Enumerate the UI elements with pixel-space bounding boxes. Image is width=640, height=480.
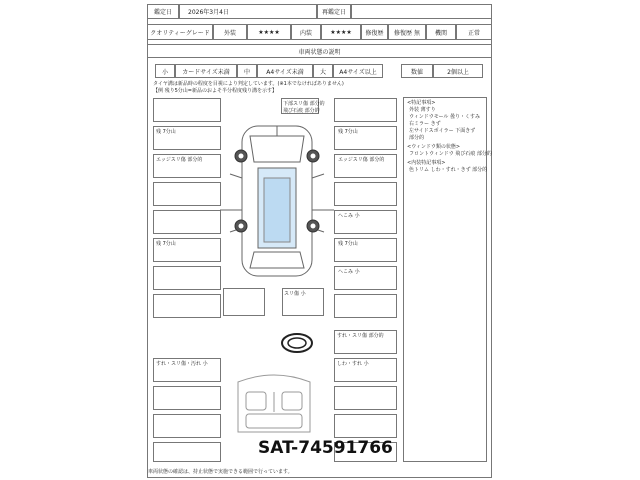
- inspect-date-label: 鑑定日: [147, 4, 179, 19]
- exterior-label: 外装: [213, 24, 247, 40]
- notes-line: 右ミラー きず: [409, 121, 441, 127]
- damage-label-steering: すれ・スリ傷 部分的: [337, 333, 384, 339]
- exterior-rating: ★★★★: [247, 24, 291, 40]
- repair-value: 修復歴 無: [388, 24, 426, 40]
- tire-right-rear: 残 7分山: [338, 241, 358, 247]
- photo-box: [334, 294, 397, 318]
- notes-line: 色トリム しわ・すれ・きず 部分的: [409, 167, 488, 173]
- legend-medium-desc: A4サイズ未満: [257, 64, 313, 78]
- legend-small: 小: [155, 64, 175, 78]
- photo-box: [334, 182, 397, 206]
- inspect-date-value: 2026年3月4日: [179, 4, 317, 19]
- reinspect-value: [351, 4, 492, 19]
- legend-large: 大: [313, 64, 333, 78]
- photo-box: [223, 288, 265, 316]
- photo-box: [153, 182, 221, 206]
- notes-heading-special: <特記事項>: [407, 100, 436, 106]
- legend-small-desc: カードサイズ未満: [175, 64, 237, 78]
- photo-box: [153, 98, 221, 122]
- section-title: 車両状態の説明: [147, 44, 492, 58]
- damage-label-right-edge: エッジスリ傷 部分的: [338, 157, 385, 163]
- notes-line: 部分的: [409, 135, 425, 141]
- tire-left-rear: 残 7分山: [156, 241, 176, 247]
- damage-label-front-lower: 下部スリ傷 部分的: [283, 101, 325, 107]
- count-value: 2個以上: [433, 64, 483, 78]
- interior-rating: ★★★★: [321, 24, 361, 40]
- legend-large-desc: A4サイズ以上: [333, 64, 383, 78]
- photo-box: [153, 386, 221, 410]
- tire-note-line1: タイヤ溝は新品時の程度を目視により判定しています。(※1本でなければありません): [153, 81, 344, 87]
- notes-heading-interior: <内装特記事項>: [407, 160, 446, 166]
- notes-line: ウィンドウモール 曇り・くすみ: [409, 114, 480, 120]
- engine-label: 機関: [426, 24, 456, 40]
- photo-box: [334, 386, 397, 410]
- tire-note-line2: 【例 残り5分山=新品のおよそ半分程度残り溝を示す】: [153, 88, 277, 94]
- photo-box: [153, 210, 221, 234]
- quality-label: クオリティーグレード: [147, 24, 213, 40]
- notes-heading-window: <ウィンドウ類の状態>: [407, 144, 461, 150]
- interior-seat-diagram: [228, 372, 320, 440]
- notes-line: 外装 薄すり: [409, 107, 436, 113]
- photo-box: [334, 414, 397, 438]
- photo-box: [153, 414, 221, 438]
- notes-line: フロントウィンドウ 飛び石痕 部分的: [409, 151, 492, 157]
- photo-box: [153, 294, 221, 318]
- legend-medium: 中: [237, 64, 257, 78]
- tire-left-front: 残 7分山: [156, 129, 176, 135]
- damage-label-rear: スリ傷 小: [284, 291, 306, 297]
- damage-label-right-dent: へこみ 小: [338, 213, 360, 219]
- car-top-view-diagram: [220, 118, 334, 288]
- footer-note: 車両状態の確認は、持止状態で実施できる範囲で行っています。: [148, 469, 293, 475]
- tire-right-front: 残 7分山: [338, 129, 358, 135]
- stock-number: SAT-74591766: [258, 438, 393, 458]
- damage-label-seat-right: しわ・すれ 小: [337, 361, 369, 367]
- damage-label-left-edge: エッジスリ傷 部分的: [156, 157, 203, 163]
- photo-box: [334, 98, 397, 122]
- steering-wheel-icon: [280, 332, 314, 354]
- photo-box: [153, 442, 221, 462]
- repair-label: 修復歴: [361, 24, 388, 40]
- damage-label-front-chip: 飛び石痕 部分的: [283, 108, 320, 114]
- engine-value: 正常: [456, 24, 492, 40]
- reinspect-label: 再鑑定日: [317, 4, 351, 19]
- photo-box: [153, 266, 221, 290]
- notes-line: 左サイドスポイラー 下面きず: [409, 128, 476, 134]
- interior-label: 内装: [291, 24, 321, 40]
- count-label: 数値: [401, 64, 433, 78]
- damage-label-seat-left: すれ・スリ傷・汚れ 小: [156, 361, 208, 367]
- damage-label-right-dent-rear: へこみ 小: [338, 269, 360, 275]
